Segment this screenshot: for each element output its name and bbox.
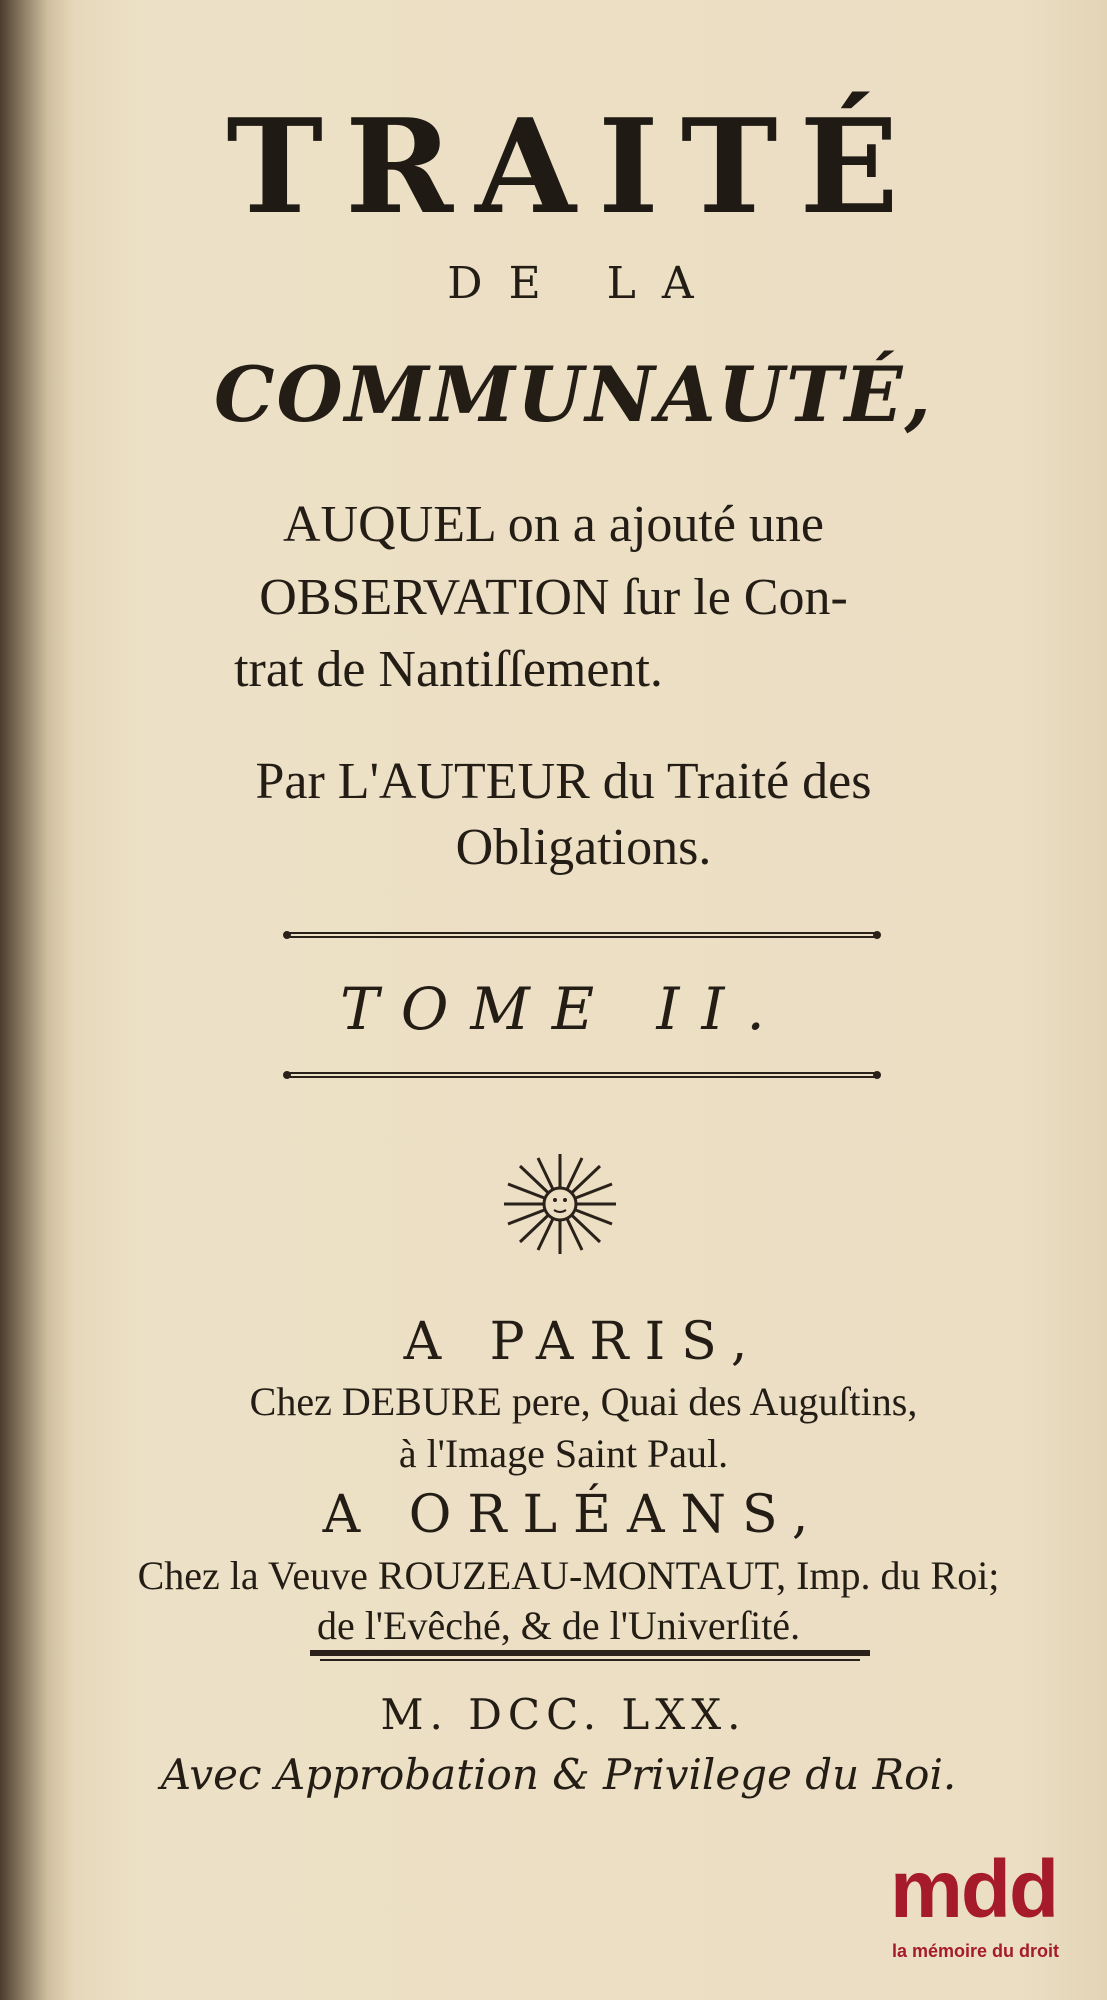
- imprint-paris-line-1: Chez DEBURE pere, Quai des Auguſtins,: [249, 1379, 918, 1424]
- imprint-orleans-line-2: de l'Evêché, & de l'Univerſité.: [316, 1603, 801, 1648]
- heavy-rule: [310, 1648, 870, 1664]
- description-line-1: AUQUEL on a ajouté une: [282, 496, 825, 553]
- subtitle-de-la: DE LA: [447, 258, 720, 309]
- description-line-3: trat de Nantiſſement.: [234, 641, 663, 698]
- imprint-orleans-line-1: Chez la Veuve ROUZEAU-MONTAUT, Imp. du Roi;: [137, 1553, 1000, 1598]
- subtitle-communaute: COMMUNAUTÉ,: [214, 350, 933, 439]
- logo-tagline: la mémoire du droit: [892, 1941, 1060, 1961]
- ornament-rule-bottom: [282, 1070, 882, 1080]
- author-line-2: Obligations.: [455, 819, 712, 876]
- logo-mark: mdd: [890, 1844, 1058, 1935]
- mdd-logo: [890, 1845, 1080, 1965]
- approbation-line: Avec Approbation & Privilege du Roi.: [160, 1750, 957, 1799]
- imprint-paris: A PARIS,: [403, 1312, 764, 1372]
- publication-year: M. DCC. LXX.: [380, 1690, 747, 1739]
- author-line: Par L'AUTEUR du Traité des: [255, 753, 872, 810]
- imprint-orleans: A ORLÉANS,: [322, 1485, 825, 1545]
- book-title: TRAITÉ: [226, 90, 921, 243]
- ornament-rule-top: [282, 930, 882, 940]
- imprint-paris-line-2: à l'Image Saint Paul.: [398, 1431, 729, 1476]
- sunburst-ornament-icon: [500, 1150, 620, 1258]
- description-line-2: OBSERVATION ſur le Con-: [259, 569, 848, 626]
- volume-label: TOME II.: [340, 975, 787, 1043]
